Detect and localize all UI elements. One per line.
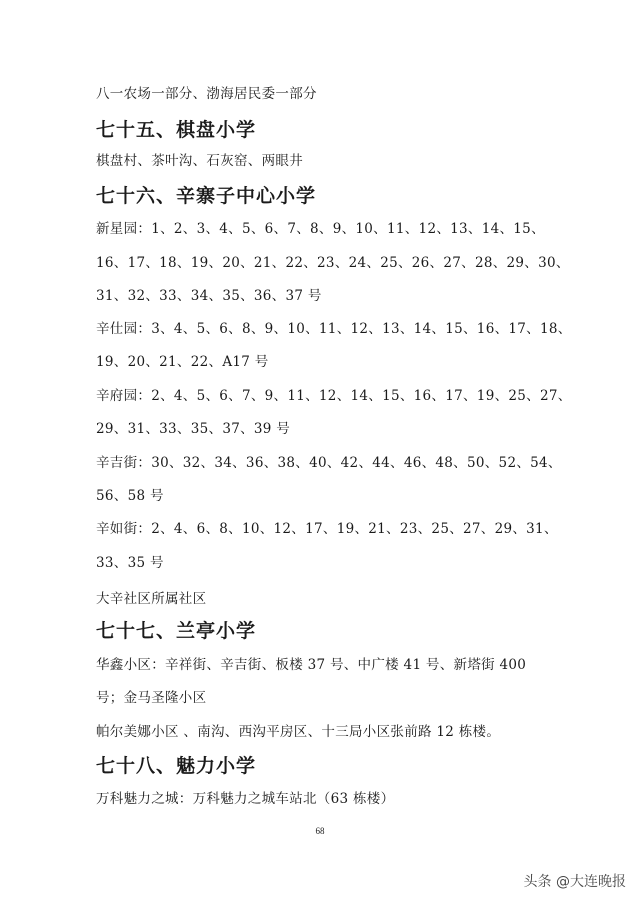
- watermark: 头条 @大连晚报: [523, 874, 626, 890]
- text-line: 辛如街：2、4、6、8、10、12、17、19、21、23、25、27、29、31、: [96, 521, 558, 537]
- text-line: 29、31、33、35、37、39 号: [96, 421, 291, 437]
- text-line: 16、17、18、19、20、21、22、23、24、25、26、27、28、29、30、: [96, 255, 570, 271]
- text-line: 31、32、33、34、35、36、37 号: [96, 288, 322, 304]
- text-line: 辛府园：2、4、5、6、7、9、11、12、14、15、16、17、19、25、27、: [96, 388, 572, 404]
- section-heading-76: 七十六、辛寨子中心小学: [96, 185, 317, 207]
- text-line: 棋盘村、茶叶沟、石灰窑、两眼井: [96, 153, 303, 169]
- text-line: 号；金马圣隆小区: [96, 690, 207, 706]
- text-line: 19、20、21、22、A17 号: [96, 354, 269, 370]
- text-line: 新星园：1、2、3、4、5、6、7、8、9、10、11、12、13、14、15、: [96, 221, 545, 237]
- section-heading-77: 七十七、兰亭小学: [96, 620, 257, 642]
- text-line: 33、35 号: [96, 555, 164, 571]
- text-line: 辛吉街：30、32、34、36、38、40、42、44、46、48、50、52、54、: [96, 455, 562, 471]
- text-line: 大辛社区所属社区: [96, 591, 207, 607]
- text-line: 帕尔美娜小区 、南沟、西沟平房区、十三局小区张前路 12 栋楼。: [96, 724, 501, 740]
- text-line: 56、58 号: [96, 488, 164, 504]
- section-heading-75: 七十五、棋盘小学: [96, 119, 257, 141]
- page-number: 68: [315, 826, 325, 836]
- text-line: 辛仕园：3、4、5、6、8、9、10、11、12、13、14、15、16、17、18、: [96, 321, 572, 337]
- text-line: 八一农场一部分、渤海居民委一部分: [96, 86, 317, 102]
- section-heading-78: 七十八、魅力小学: [96, 755, 257, 777]
- text-line: 华鑫小区：辛祥街、辛吉街、板楼 37 号、中广楼 41 号、新塔街 400: [96, 657, 527, 673]
- text-line: 万科魅力之城：万科魅力之城车站北（63 栋楼）: [96, 791, 395, 807]
